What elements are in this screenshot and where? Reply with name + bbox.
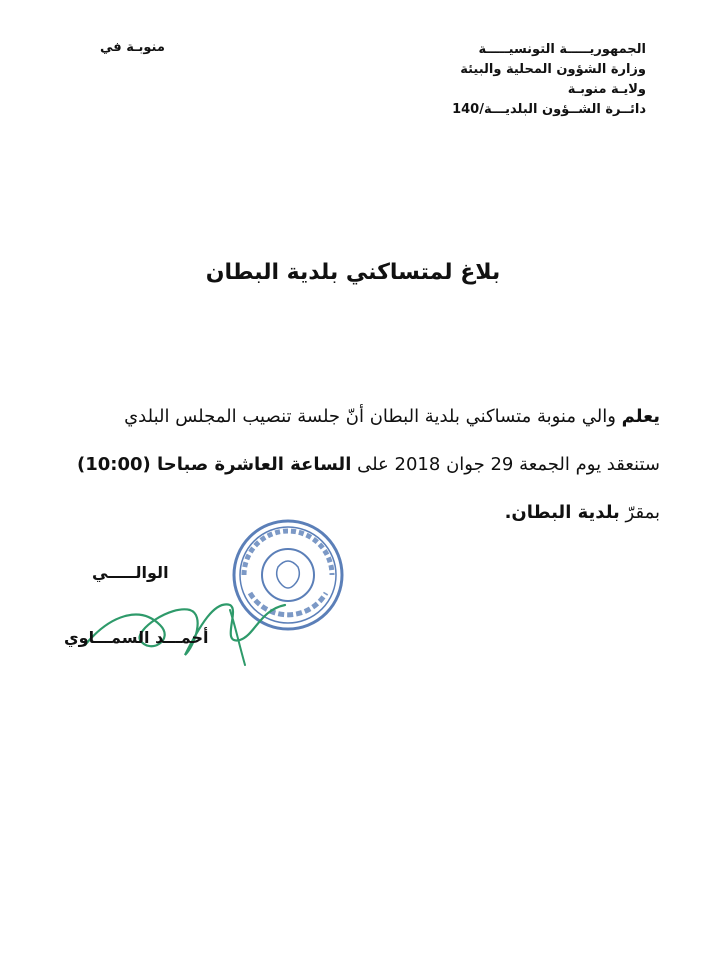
header-line-republic: الجمهوريـــــة التونسيـــــة (478, 42, 646, 57)
body-line-2-bold: الساعة العاشرة صباحا (10:00) (76, 454, 352, 475)
body-line-1-bold: يعلم (621, 406, 660, 427)
header-line-governorate: ولايـة منوبـة (567, 82, 646, 97)
announcement-body (40, 393, 660, 537)
header-line-department: دائــرة الشــؤون البلديـــة/140 (452, 102, 646, 117)
body-line-3-bold: بلدية البطان. (504, 502, 620, 523)
body-line-2-text: ستنعقد يوم الجمعة 29 جوان 2018 على (351, 454, 660, 475)
header-line-ministry: وزارة الشؤون المحلية والبيئة (460, 62, 646, 77)
body-line-3-text: بمقرّ (619, 502, 660, 523)
body-line-1-text: والي منوبة متساكني بلدية البطان أنّ جلسة تنصيب المجلس البلدي (124, 406, 622, 427)
body-line-1 (40, 393, 660, 441)
body-line-2 (40, 441, 660, 489)
page-title: بلاغ لمتساكني بلدية البطان (205, 260, 501, 285)
signatory-name: أحمـــد السمـــاوي (64, 628, 209, 647)
place-date: منوبـة في (100, 40, 165, 55)
body-line-3 (40, 489, 660, 537)
issuer-header (452, 40, 646, 120)
signatory-title: الوالـــــي (92, 563, 169, 582)
